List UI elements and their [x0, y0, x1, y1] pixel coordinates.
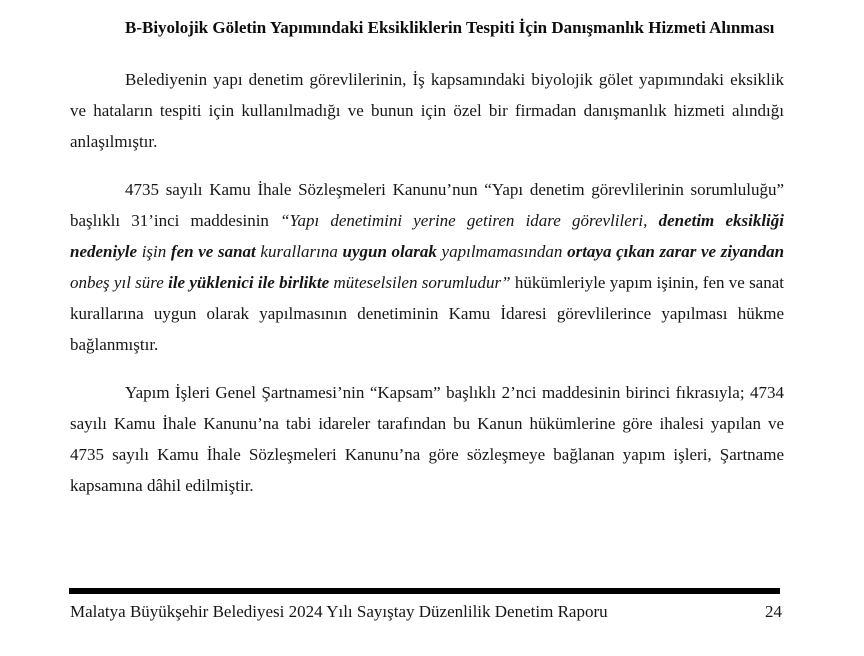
document-content — [70, 12, 784, 518]
footer-page-number: 24 — [765, 602, 782, 621]
text-run: hükümleriyle yapım işinin, fen ve sanat kurallarına uygun olarak yapılmasının denetiminin Kamu İdaresi görevlilerince yapılması hükme bağlanmıştır. — [70, 273, 784, 354]
text-run: 4735 sayılı Kamu İhale Sözleşmeleri Kanunu’nun “Yapı denetim görevlilerinin sorumluluğu” başlıklı 31’inci maddesinin — [70, 180, 784, 230]
footer-report-title: Malatya Büyükşehir Belediyesi 2024 Yılı Sayıştay Düzenlilik Denetim Raporu — [70, 602, 608, 621]
quote-run: yapılmamasından — [436, 242, 568, 261]
quote-run: uygun olarak — [342, 242, 437, 261]
quote-run: ile yüklenici ile birlikte — [168, 273, 330, 292]
quote-run: fen ve sanat — [170, 242, 256, 261]
footer-rule — [69, 588, 780, 594]
quote-run: onbeş yıl süre — [70, 273, 169, 292]
quote-run: ortaya çıkan zarar ve ziyandan — [567, 242, 785, 261]
quote-run: “Yapı denetimini yerine getiren idare görevlileri, — [280, 211, 659, 230]
section-heading: B-Biyolojik Göletin Yapımındaki Eksikliklerin Tespiti İçin Danışmanlık Hizmeti Alınması — [125, 18, 775, 37]
quote-run: işin — [137, 242, 171, 261]
text-run: Belediyenin yapı denetim görevlilerinin, İş kapsamındaki biyolojik gölet yapımındaki eksiklik ve hataların tespiti için kullanılmadığı ve bunun için özel bir firmadan danışmanlık hizmeti alındığı anlaşılmıştır. — [70, 70, 784, 151]
quote-run: müteselsilen sorumludur” — [329, 273, 511, 292]
quote-run: denetim eksikliği nedeniyle — [70, 211, 784, 261]
page-footer — [70, 601, 782, 623]
paragraph — [70, 377, 784, 501]
paragraph — [70, 174, 784, 360]
paragraph — [70, 64, 784, 157]
document-body — [70, 64, 784, 501]
text-run: Yapım İşleri Genel Şartnamesi’nin “Kapsam” başlıklı 2’nci maddesinin birinci fıkrasıyla; 4734 sayılı Kamu İhale Kanunu’na tabi idareler tarafından bu Kanun hükümlerine göre ihalesi yapılan ve 4735 sayılı Kamu İhale Sözleşmeleri Kanunu’na göre sözleşmeye bağlanan yapım işleri, Şartname kapsamına dâhil edilmiştir. — [70, 383, 784, 495]
quote-run: kurallarına — [255, 242, 343, 261]
